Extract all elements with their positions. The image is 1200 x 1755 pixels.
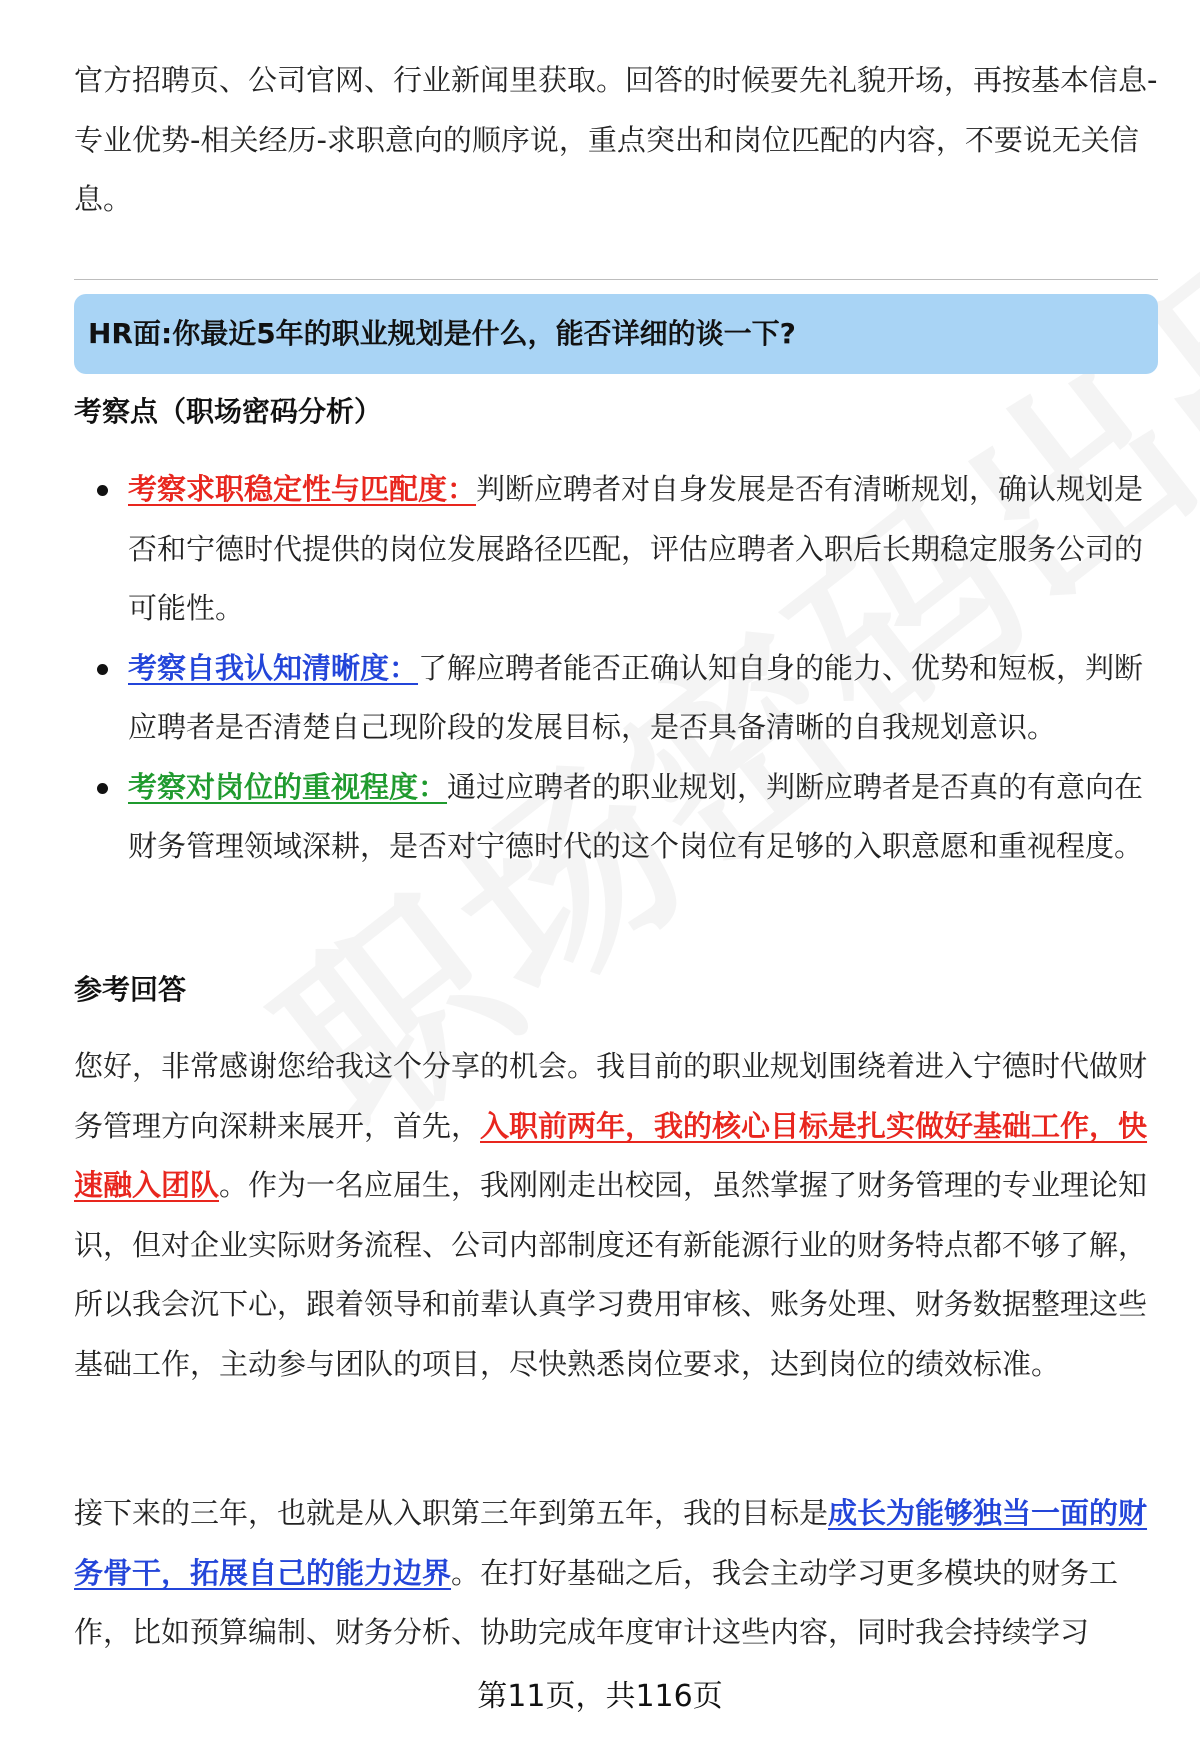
exam-point-key: 考察求职稳定性与匹配度： xyxy=(128,472,477,506)
exam-points-list xyxy=(0,460,1200,877)
exam-point-text: 判断应聘者对自身发展是否有清晰规划，确认规划是否和宁德时代提供的岗位发展路径匹配，评估应聘者入职后长期稳定服务公司的可能性。 xyxy=(128,472,1144,625)
exam-point-text: 通过应聘者的职业规划，判断应聘者是否真的有意向在财务管理领域深耕，是否对宁德时代的这个岗位有足够的入职意愿和重视程度。 xyxy=(128,769,1144,863)
answer-paragraph-1 xyxy=(74,1037,1158,1394)
exam-point-key: 考察自我认知清晰度： xyxy=(128,650,419,685)
answer-2-highlight: 成长为能够独当一面的财务骨干，拓展自己的能力边界 xyxy=(74,1496,1148,1590)
question-banner: HR面:你最近5年的职业规划是什么，能否详细的谈一下? xyxy=(74,294,1158,374)
bullet-dot-icon xyxy=(97,783,108,794)
exam-point-stability xyxy=(0,460,1158,639)
page-number-footer: 第11页，共116页 xyxy=(477,1679,723,1714)
exam-point-self-awareness xyxy=(0,639,1158,758)
intro-paragraph: 官方招聘页、公司官网、行业新闻里获取。回答的时候要先礼貌开场，再按基本信息-专业优势-相关经历-求职意向的顺序说，重点突出和岗位匹配的内容，不要说无关信息。 xyxy=(74,63,1158,216)
answer-heading: 参考回答 xyxy=(74,973,187,1006)
exam-point-key: 考察对岗位的重视程度： xyxy=(128,769,448,804)
bullet-dot-icon xyxy=(97,664,108,675)
answer-2-pre: 接下来的三年，也就是从入职第三年到第五年，我的目标是 xyxy=(74,1496,829,1530)
exam-point-commitment xyxy=(0,758,1158,877)
answer-paragraph-2 xyxy=(74,1484,1158,1663)
exam-point-text: 了解应聘者能否正确认知自身的能力、优势和短板，判断应聘者是否清楚自己现阶段的发展目标，是否具备清晰的自我规划意识。 xyxy=(128,650,1144,744)
bullet-dot-icon xyxy=(97,485,108,496)
answer-2-post: 。在打好基础之后，我会主动学习更多模块的财务工作，比如预算编制、财务分析、协助完成年度审计这些内容，同时我会持续学习 xyxy=(74,1555,1119,1649)
section-divider xyxy=(74,279,1158,280)
answer-1-highlight: 入职前两年，我的核心目标是扎实做好基础工作，快速融入团队 xyxy=(74,1108,1148,1202)
answer-1-post: 。作为一名应届生，我刚刚走出校园，虽然掌握了财务管理的专业理论知识，但对企业实际财务流程、公司内部制度还有新能源行业的财务特点都不够了解，所以我会沉下心，跟着领导和前辈认真学习费用审核、账务处理、财务数据整理这些基础工作，主动参与团队的项目，尽快熟悉岗位要求，达到岗位的绩效标准。 xyxy=(74,1168,1148,1381)
answer-1-pre: 您好，非常感谢您给我这个分享的机会。我目前的职业规划围绕着进入宁德时代做财务管理方向深耕来展开，首先， xyxy=(74,1049,1148,1143)
exam-points-heading: 考察点（职场密码分析） xyxy=(74,395,383,428)
